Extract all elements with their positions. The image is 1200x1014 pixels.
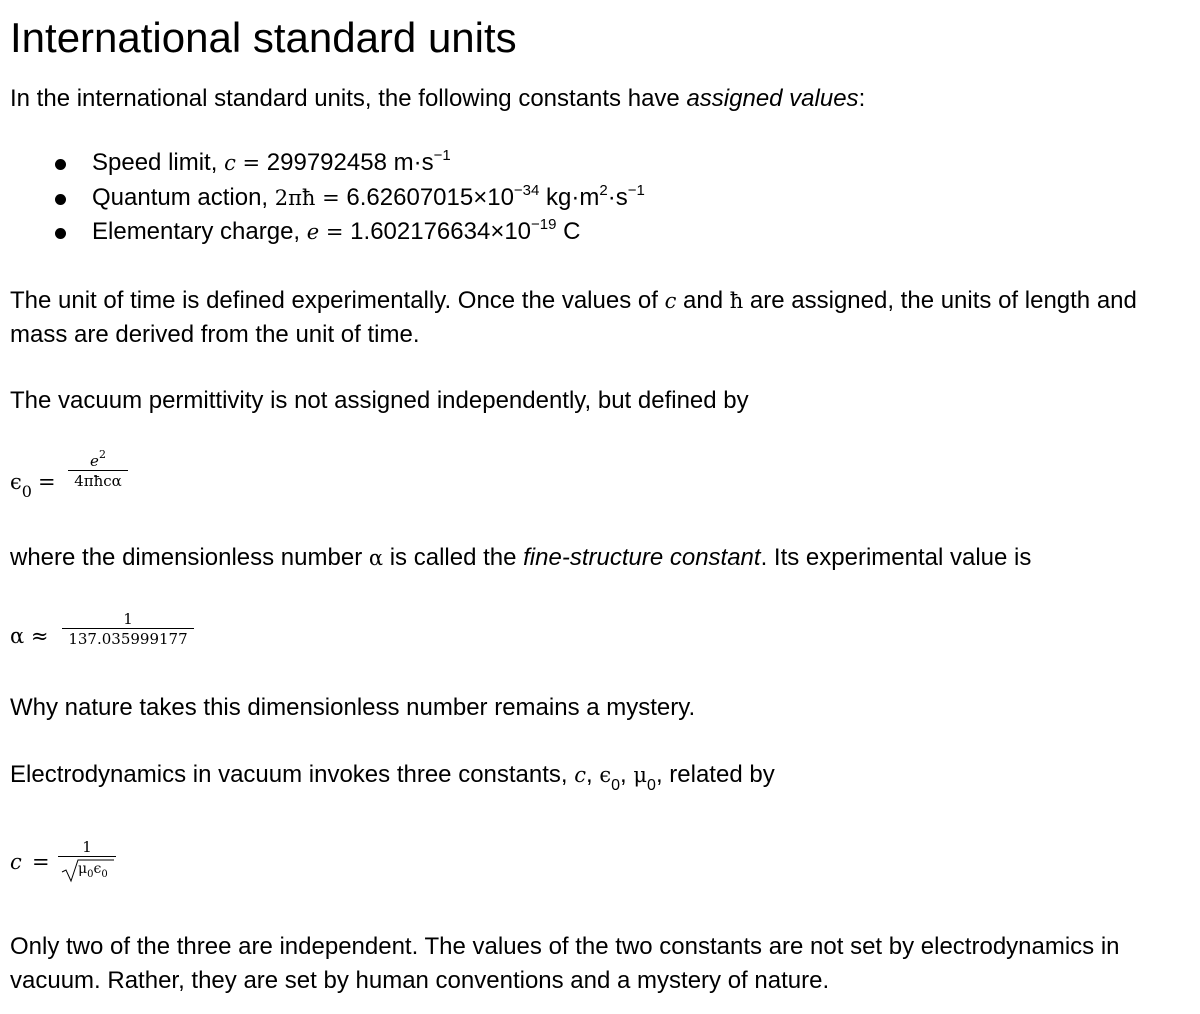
permittivity-paragraph: The vacuum permittivity is not assigned independently, but defined by: [10, 387, 749, 414]
page-title: International standard units: [10, 14, 517, 61]
eq2-denominator: 137.035999177: [68, 630, 188, 648]
eq1-numerator: $e^2$: [90, 448, 106, 470]
alpha-equation: [10, 610, 230, 660]
eq1-lhs: $\epsilon_0$: [10, 470, 32, 501]
eq1-fraction: [68, 448, 128, 491]
eq3-lhs: c: [10, 850, 22, 874]
constants-list: [10, 146, 645, 250]
assigned-values-emphasis: assigned values: [686, 85, 859, 112]
list-item-quantum-action: Quantum action, 2πħ = $6.62607015\times 10^{-34}$ $kg\cdot m^2\cdot s^{-1}$: [10, 181, 645, 216]
intro-paragraph: In the international standard units, the following constants have assigned values:: [10, 85, 866, 112]
eq3-numerator: 1: [82, 838, 92, 856]
speed-equation: [10, 836, 210, 900]
eq2-lhs: α ≈: [10, 624, 49, 648]
time-paragraph: The unit of time is defined experimentally. Once the values of c and ħ are assigned, the units of length and mass are derived from the unit of time.: [10, 287, 1137, 348]
eq3-fraction: [58, 838, 116, 883]
mystery-paragraph: Why nature takes this dimensionless number remains a mystery.: [10, 694, 696, 721]
eq3-equals: =: [32, 850, 50, 874]
final-paragraph: Only two of the three are independent. The values of the two constants are not set by electrodynamics in vacuum. Rather, they are set by human conventions and a mystery of nature.: [10, 933, 1120, 994]
permittivity-equation: [10, 450, 210, 510]
eq3-denominator: $\mu_0\epsilon_0$: [58, 857, 116, 883]
alpha-paragraph: where the dimensionless number α is called the fine-structure constant. Its experimental value is: [10, 544, 1032, 571]
eq2-fraction: [62, 610, 194, 649]
list-item-speed-limit: Speed limit, c = 299792458 $m\cdot s^{-1}$: [10, 146, 645, 181]
list-item-elementary-charge: Elementary charge, $e = 1.602176634\times 10^{-19}$ C: [10, 215, 645, 250]
electrodynamics-paragraph: Electrodynamics in vacuum invokes three constants, c, $\epsilon_0$, $\mu_0$, related by: [10, 761, 775, 794]
eq1-equals: =: [38, 470, 56, 494]
eq2-numerator: 1: [123, 610, 133, 628]
eq1-denominator: 4πħcα: [74, 472, 122, 490]
